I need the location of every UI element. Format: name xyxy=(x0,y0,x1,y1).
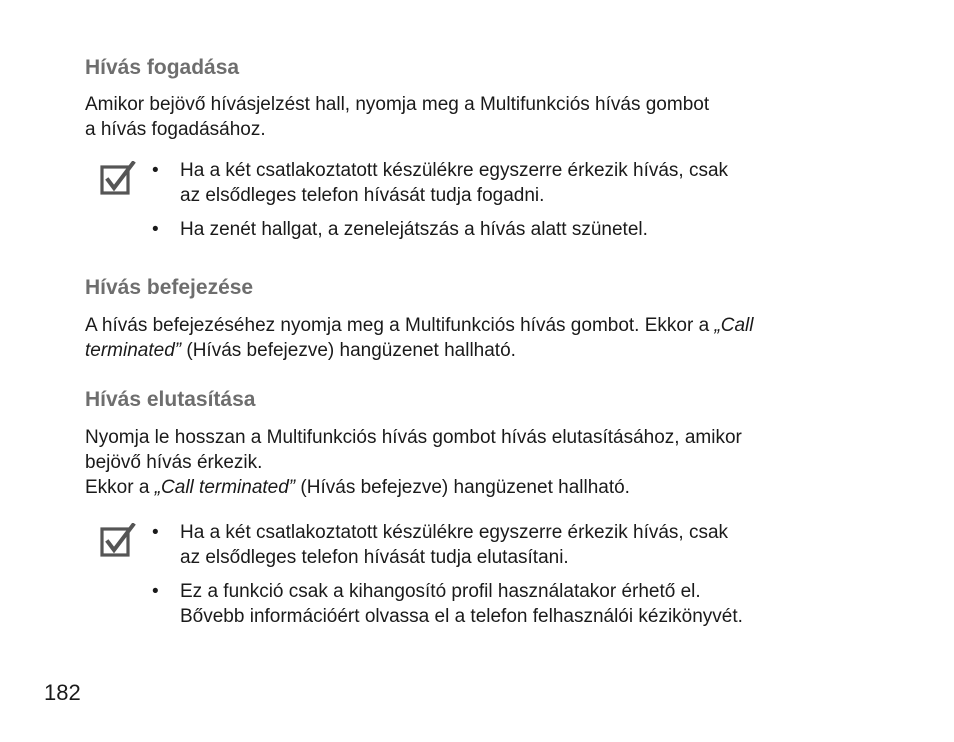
list-item xyxy=(152,158,852,208)
section-heading-answer-call: Hívás fogadása xyxy=(85,56,240,79)
reject-call-paragraph xyxy=(85,425,885,500)
paragraph-line: a hívás fogadásához. xyxy=(85,119,266,140)
paragraph-italic: terminated” xyxy=(85,340,182,361)
list-item-line: Ha a két csatlakoztatott készülékre egyszerre érkezik hívás, csak xyxy=(180,160,729,181)
note-list xyxy=(152,158,852,251)
checkbox-check-icon xyxy=(100,523,136,559)
paragraph-italic: „Call xyxy=(714,315,754,336)
list-item xyxy=(152,217,852,242)
list-item-line: Ha zenét hallgat, a zenelejátszás a hívás alatt szünetel. xyxy=(180,219,648,240)
bullet: • xyxy=(152,160,159,181)
page-number: 182 xyxy=(44,680,81,705)
list-item-line: az elsődleges telefon hívását tudja fogadni. xyxy=(180,185,545,206)
bullet: • xyxy=(152,219,159,240)
paragraph-text: Ekkor a xyxy=(85,477,155,498)
list-item xyxy=(152,579,852,629)
list-item-line: Bővebb információért olvassa el a telefon felhasználói kézikönyvét. xyxy=(180,606,743,627)
paragraph-line: Amikor bejövő hívásjelzést hall, nyomja meg a Multifunkciós hívás gombot xyxy=(85,94,710,115)
paragraph-text: (Hívás befejezve) hangüzenet hallható. xyxy=(181,340,516,361)
section-heading-reject-call: Hívás elutasítása xyxy=(85,388,256,411)
list-item-line: az elsődleges telefon hívását tudja elutasítani. xyxy=(180,547,569,568)
paragraph-text: A hívás befejezéséhez nyomja meg a Multifunkciós hívás gombot. Ekkor a xyxy=(85,315,715,336)
paragraph-text: (Hívás befejezve) hangüzenet hallható. xyxy=(295,477,630,498)
checkbox-check-icon xyxy=(100,161,136,197)
answer-call-paragraph xyxy=(85,92,885,142)
bullet: • xyxy=(152,522,159,543)
section-heading-end-call: Hívás befejezése xyxy=(85,276,254,299)
bullet: • xyxy=(152,581,159,602)
paragraph-line: bejövő hívás érkezik. xyxy=(85,452,263,473)
paragraph-line: Nyomja le hosszan a Multifunkciós hívás gombot hívás elutasításához, amikor xyxy=(85,427,742,448)
note-list xyxy=(152,520,852,638)
list-item xyxy=(152,520,852,570)
paragraph-italic: „Call terminated” xyxy=(154,477,296,498)
end-call-paragraph xyxy=(85,313,885,363)
list-item-line: Ez a funkció csak a kihangosító profil használatakor érhető el. xyxy=(180,581,701,602)
list-item-line: Ha a két csatlakoztatott készülékre egyszerre érkezik hívás, csak xyxy=(180,522,729,543)
